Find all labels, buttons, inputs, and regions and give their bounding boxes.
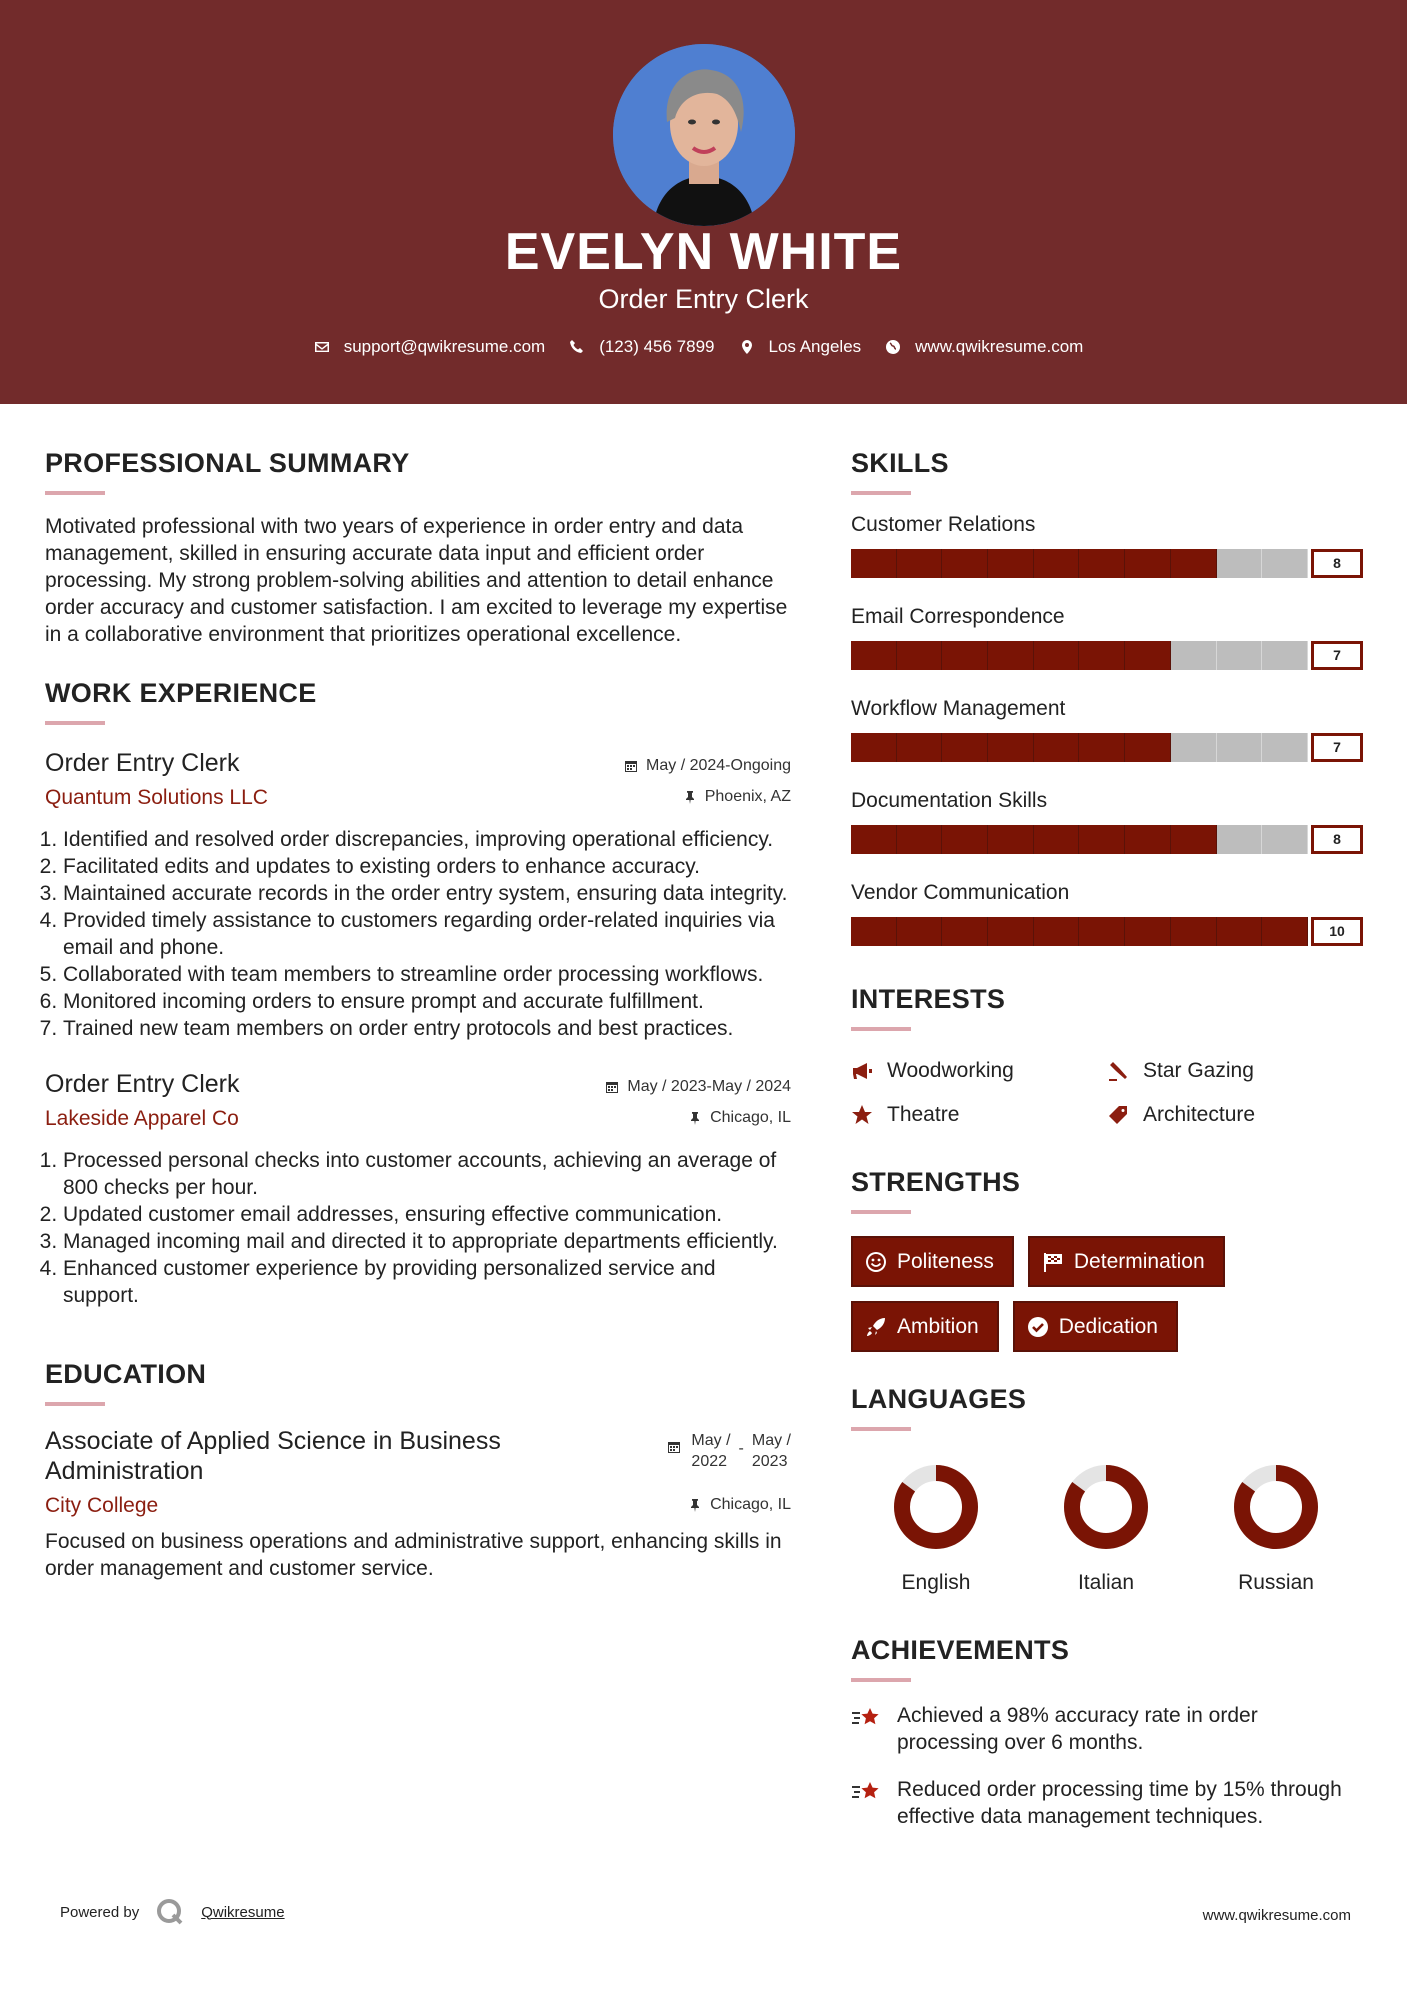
interest-item [851, 1103, 1107, 1127]
pushpin-icon [688, 1111, 702, 1125]
skill-item [851, 513, 1363, 578]
skill-bar [851, 917, 1363, 946]
education-dates [667, 1430, 791, 1472]
heading-underline [45, 1402, 105, 1406]
skill-segment-empty [1217, 825, 1263, 854]
list-item: 4. Provided timely assistance to customers regarding order-related inquiries via email and phone. [63, 907, 791, 961]
skill-segment-filled [851, 733, 897, 762]
candidate-name: EVELYN WHITE [504, 223, 903, 281]
pushpin-icon [688, 1498, 702, 1512]
education-start [691, 1430, 730, 1472]
job-location [683, 788, 791, 806]
list-item: 1. Processed personal checks into customer accounts, achieving an average of 800 checks per hour. [63, 1147, 791, 1201]
date-separator: - [738, 1440, 744, 1457]
list-item: 7. Trained new team members on order entry protocols and best practices. [63, 1015, 791, 1042]
skill-segment-filled [988, 549, 1034, 578]
skill-segment-filled [942, 733, 988, 762]
skill-segment-filled [851, 549, 897, 578]
skill-segment-filled [1079, 641, 1125, 670]
skill-item [851, 697, 1363, 762]
skill-segment-empty [1171, 641, 1217, 670]
company-name: Quantum Solutions LLC [45, 786, 268, 809]
achievement-item [851, 1702, 1363, 1756]
job-entry-title: Order Entry Clerk [45, 1070, 240, 1098]
check-circle-icon [1027, 1316, 1049, 1338]
language-ring [892, 1463, 980, 1551]
section-heading: WORK EXPERIENCE [45, 678, 317, 708]
skill-segment-filled [1125, 917, 1171, 946]
calendar-icon [624, 759, 638, 773]
interest-item [1107, 1059, 1363, 1083]
pushpin-icon [683, 790, 697, 804]
job-location [688, 1109, 791, 1127]
skill-level-badge: 7 [1311, 733, 1363, 762]
skill-segment-empty [1262, 549, 1308, 578]
list-item: 5. Collaborated with team members to streamline order processing workflows. [63, 961, 791, 988]
skill-segment-empty [1171, 733, 1217, 762]
interest-label: Architecture [1143, 1103, 1256, 1126]
skill-segment-filled [988, 641, 1034, 670]
list-item: 2. Updated customer email addresses, ensuring effective communication. [63, 1201, 791, 1228]
skill-segment-filled [851, 917, 897, 946]
language-name: English [901, 1571, 971, 1594]
achievements-section [851, 1635, 1363, 1830]
job-dates [605, 1078, 791, 1096]
skill-bar [851, 825, 1363, 854]
skill-segment-empty [1217, 549, 1263, 578]
language-ring [1232, 1463, 1320, 1551]
summary-section [45, 448, 791, 648]
contact-phone[interactable] [569, 337, 714, 357]
section-heading: LANGUAGES [851, 1384, 1027, 1414]
job-bullets [45, 826, 791, 1042]
skill-segment-filled [1079, 825, 1125, 854]
strength-label: Politeness [897, 1249, 994, 1273]
heading-underline [45, 721, 105, 725]
section-heading: INTERESTS [851, 984, 1006, 1014]
skill-segment-filled [1034, 917, 1080, 946]
strength-badge [851, 1301, 999, 1352]
skill-item [851, 881, 1363, 946]
phone-text: (123) 456 7899 [599, 337, 715, 356]
skill-segment-filled [1171, 917, 1217, 946]
skill-segment-filled [988, 733, 1034, 762]
skill-segment-filled [851, 825, 897, 854]
end-year: 2023 [751, 1453, 788, 1470]
right-column [851, 448, 1363, 1830]
heading-underline [45, 491, 105, 495]
strength-label: Determination [1073, 1249, 1205, 1273]
skill-bar [851, 641, 1363, 670]
portrait-icon [613, 44, 795, 226]
job-dates [624, 757, 791, 775]
shooting-star-icon [851, 1704, 883, 1732]
strength-badge [1013, 1301, 1178, 1352]
interest-label: Theatre [887, 1103, 960, 1126]
end-month: May / [751, 1432, 791, 1449]
strength-label: Dedication [1058, 1314, 1158, 1338]
list-item: 1. Identified and resolved order discrepancies, improving operational efficiency. [63, 826, 791, 853]
strength-badge [1028, 1236, 1225, 1287]
job-entry-title: Order Entry Clerk [45, 749, 240, 777]
skill-segment-filled [988, 917, 1034, 946]
skill-segment-filled [1034, 825, 1080, 854]
skill-name: Email Correspondence [851, 605, 1065, 628]
company-name: Lakeside Apparel Co [45, 1107, 239, 1130]
gavel-icon [1107, 1060, 1129, 1082]
list-item: 2. Facilitated edits and updates to existing orders to enhance accuracy. [63, 853, 791, 880]
language-ring [1062, 1463, 1150, 1551]
list-item: 4. Enhanced customer experience by providing personalized service and support. [63, 1255, 791, 1309]
skill-segment-filled [988, 825, 1034, 854]
heading-underline [851, 1427, 911, 1431]
experience-section [45, 678, 791, 1309]
location-text: Los Angeles [768, 337, 862, 356]
job-dates-text: May / 2024-Ongoing [646, 757, 791, 774]
skill-segment-filled [1079, 733, 1125, 762]
skill-segment-filled [1125, 825, 1171, 854]
skill-bar [851, 549, 1363, 578]
skill-segment-empty [1262, 641, 1308, 670]
skill-item [851, 605, 1363, 670]
achievement-text: Reduced order processing time by 15% through effective data management techniques. [897, 1778, 1342, 1828]
skill-level-badge: 10 [1311, 917, 1363, 946]
language-name: Italian [1077, 1571, 1135, 1594]
achievement-item [851, 1776, 1363, 1830]
skill-name: Customer Relations [851, 513, 1036, 536]
skill-level-badge: 8 [1311, 825, 1363, 854]
interest-item [1107, 1103, 1363, 1127]
language-item [851, 1463, 1021, 1595]
list-item: 6. Monitored incoming orders to ensure prompt and accurate fulfillment. [63, 988, 791, 1015]
strength-label: Ambition [897, 1314, 979, 1338]
skill-segment-filled [851, 641, 897, 670]
globe-icon [885, 339, 901, 355]
footer-powered [60, 1897, 285, 1927]
contact-location [739, 337, 862, 357]
strengths-section [851, 1167, 1363, 1352]
section-heading: SKILLS [851, 448, 949, 478]
skill-segment-filled [1217, 917, 1263, 946]
education-location-text: Chicago, IL [710, 1496, 791, 1513]
job-location-text: Chicago, IL [710, 1109, 791, 1126]
school-name: City College [45, 1494, 159, 1517]
megaphone-icon [851, 1060, 873, 1082]
degree-title: Associate of Applied Science in Business Administration [45, 1427, 501, 1485]
job-dates-text: May / 2023-May / 2024 [627, 1078, 791, 1095]
skill-segment-filled [1125, 549, 1171, 578]
flag-icon [1042, 1251, 1064, 1273]
skill-segment-empty [1217, 733, 1263, 762]
interests-section [851, 984, 1363, 1127]
language-name: Russian [1238, 1571, 1314, 1594]
skill-segment-filled [942, 917, 988, 946]
skill-segment-filled [1034, 641, 1080, 670]
summary-text: Motivated professional with two years of experience in order entry and data management, skilled in ensuring accurate data input and efficient order processing. My strong problem-solving abilities and attention to detail enhance order accuracy and customer satisfaction. I am excited to leverage my expertise in a collaborative environment that prioritizes operational excellence. [45, 515, 788, 646]
skill-segment-filled [1034, 549, 1080, 578]
language-item [1191, 1463, 1361, 1595]
skill-name: Documentation Skills [851, 789, 1048, 812]
section-heading: PROFESSIONAL SUMMARY [45, 448, 410, 478]
job-location-text: Phoenix, AZ [704, 788, 791, 805]
skill-level-badge: 8 [1311, 549, 1363, 578]
skill-segment-filled [942, 549, 988, 578]
skill-segment-filled [897, 825, 943, 854]
skill-item [851, 789, 1363, 854]
interest-item [851, 1059, 1107, 1083]
interest-label: Woodworking [887, 1059, 1014, 1082]
achievement-text: Achieved a 98% accuracy rate in order processing over 6 months. [897, 1704, 1258, 1754]
calendar-icon [605, 1080, 619, 1094]
skill-segment-filled [897, 733, 943, 762]
smile-icon [865, 1251, 887, 1273]
left-column [45, 448, 791, 1582]
skill-segment-filled [942, 825, 988, 854]
strength-badge [851, 1236, 1014, 1287]
skill-segment-filled [1125, 733, 1171, 762]
skill-segment-filled [1262, 917, 1308, 946]
skill-segment-filled [1034, 733, 1080, 762]
skill-segment-empty [1262, 825, 1308, 854]
powered-by-text: Powered by [60, 1903, 140, 1921]
qwikresume-logo-icon [155, 1897, 185, 1927]
skill-segment-empty [1262, 733, 1308, 762]
skills-list [851, 513, 1363, 946]
skill-level-badge: 7 [1311, 641, 1363, 670]
skill-name: Vendor Communication [851, 881, 1070, 904]
footer-site[interactable]: www.qwikresume.com [1202, 1907, 1351, 1924]
language-item [1021, 1463, 1191, 1595]
education-text: Focused on business operations and administrative support, enhancing skills in order management and customer service. [45, 1530, 782, 1580]
job-entry [45, 1070, 791, 1309]
section-heading: STRENGTHS [851, 1167, 1021, 1197]
email-text: support@qwikresume.com [343, 337, 546, 356]
skill-segment-filled [897, 549, 943, 578]
profile-photo [613, 44, 795, 226]
shooting-star-icon [851, 1778, 883, 1806]
map-pin-icon [739, 339, 755, 355]
skill-segment-filled [897, 641, 943, 670]
envelope-icon [314, 339, 330, 355]
skill-segment-filled [1125, 641, 1171, 670]
start-month: May / [691, 1432, 731, 1449]
qwikresume-link[interactable]: Qwikresume [201, 1903, 285, 1921]
contact-bar [0, 337, 1407, 357]
heading-underline [851, 1678, 911, 1682]
heading-underline [851, 1210, 911, 1214]
star-icon [851, 1104, 873, 1126]
education-location [688, 1496, 791, 1514]
skill-segment-filled [897, 917, 943, 946]
education-section [45, 1359, 791, 1582]
skill-bar [851, 733, 1363, 762]
job-title: Order Entry Clerk [598, 284, 809, 314]
languages-section [851, 1384, 1363, 1595]
start-year: 2022 [691, 1453, 728, 1470]
job-entry [45, 749, 791, 1042]
skills-section [851, 448, 1363, 946]
phone-icon [569, 339, 585, 355]
skill-segment-filled [1171, 825, 1217, 854]
rocket-icon [865, 1316, 887, 1338]
job-bullets [45, 1147, 791, 1309]
interest-label: Star Gazing [1143, 1059, 1254, 1082]
skill-segment-filled [1079, 549, 1125, 578]
contact-email[interactable] [314, 337, 546, 357]
resume-header [0, 0, 1407, 404]
list-item: 3. Managed incoming mail and directed it to appropriate departments efficiently. [63, 1228, 791, 1255]
list-item: 3. Maintained accurate records in the order entry system, ensuring data integrity. [63, 880, 791, 907]
skill-segment-empty [1217, 641, 1263, 670]
section-heading: ACHIEVEMENTS [851, 1635, 1070, 1665]
education-end [752, 1430, 791, 1472]
calendar-icon [667, 1440, 681, 1454]
section-heading: EDUCATION [45, 1359, 207, 1389]
contact-website[interactable] [885, 337, 1083, 357]
skill-segment-filled [1171, 549, 1217, 578]
tag-icon [1107, 1104, 1129, 1126]
heading-underline [851, 491, 911, 495]
website-text: www.qwikresume.com [915, 337, 1084, 356]
skill-segment-filled [942, 641, 988, 670]
skill-name: Workflow Management [851, 697, 1066, 720]
skill-segment-filled [1079, 917, 1125, 946]
heading-underline [851, 1027, 911, 1031]
